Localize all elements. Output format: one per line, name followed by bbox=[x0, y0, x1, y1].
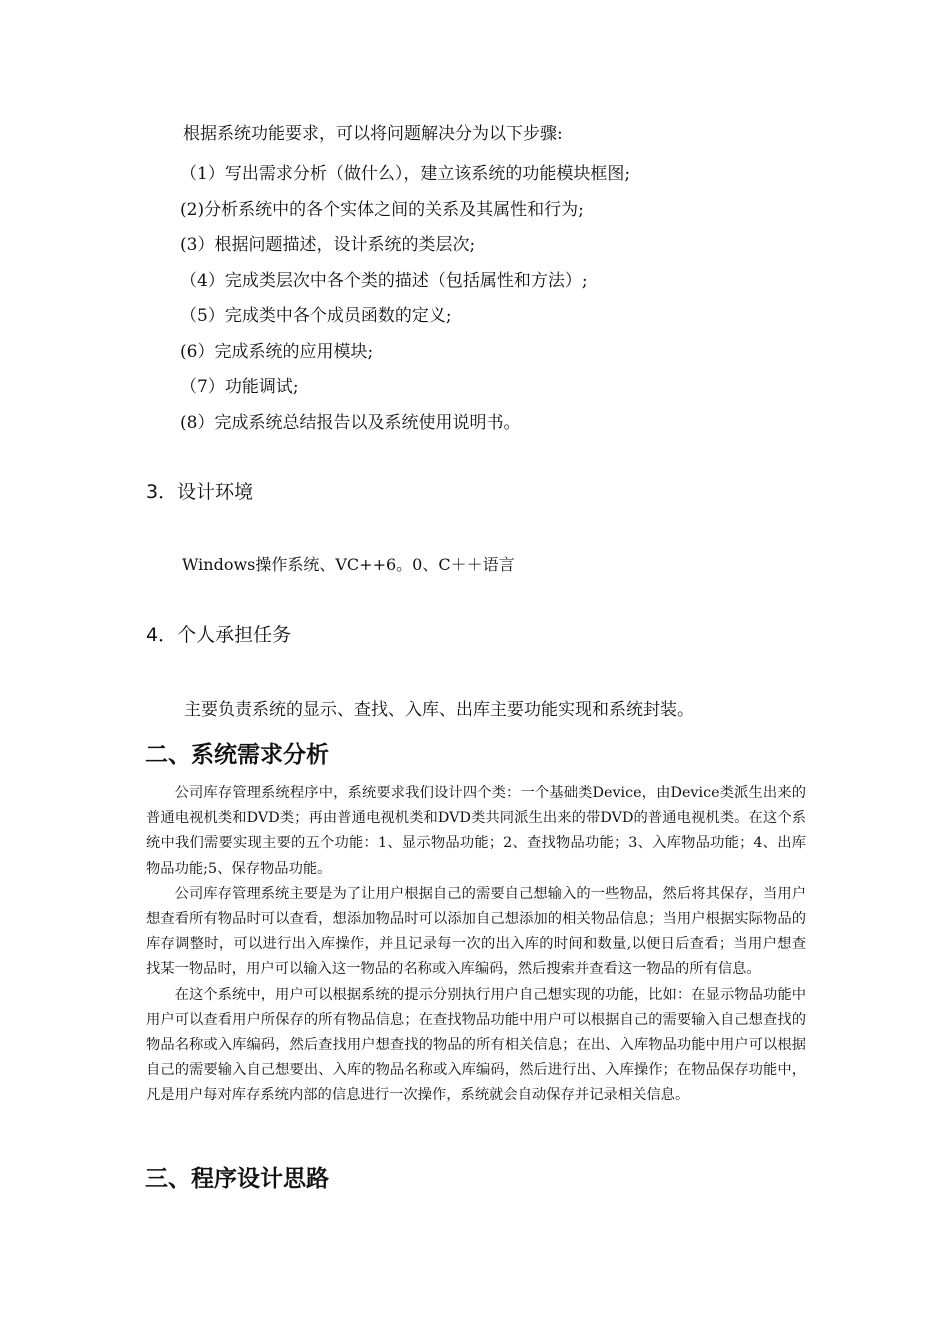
chapter-3-heading: 三、程序设计思路 bbox=[145, 1166, 329, 1192]
step-item: （4）完成类层次中各个类的描述（包括属性和方法）; bbox=[180, 270, 588, 291]
requirements-paragraph: 在这个系统中，用户可以根据系统的提示分别执行用户自己想实现的功能，比如：在显示物品功能中用户可以查看用户所保存的所有物品信息；在查找物品功能中用户可以根据自己的需要输入自己想查找的物品名称或入库编码，然后查找用户想查找的物品的所有相关信息；在出、入库物品功能中用户可以根据自己的需要输入自己想要出、入库的物品名称或入库编码，然后进行出、入库操作；在物品保存功能中，凡是用户每对库存系统内部的信息进行一次操作，系统就会自动保存并记录相关信息。 bbox=[146, 986, 806, 1104]
step-item: (6）完成系统的应用模块; bbox=[180, 341, 374, 362]
steps-list bbox=[180, 157, 630, 441]
section-4-heading: 4．个人承担任务 bbox=[146, 624, 292, 646]
requirements-paragraph: 公司库存管理系统主要是为了让用户根据自己的需要自己想输入的一些物品，然后将其保存，当用户想查看所有物品时可以查看，想添加物品时可以添加自己想添加的相关物品信息；当用户根据实际物品的库存调整时，可以进行出入库操作，并且记录每一次的出入库的时间和数量,以便日后查看；当用户想查找某一物品时，用户可以输入这一物品的名称或入库编码，然后搜索并查看这一物品的所有信息。 bbox=[146, 885, 806, 978]
step-item: （5）完成类中各个成员函数的定义; bbox=[180, 306, 452, 326]
step-item: (8）完成系统总结报告以及系统使用说明书。 bbox=[180, 412, 521, 433]
step-item: (2)分析系统中的各个实体之间的关系及其属性和行为; bbox=[180, 199, 584, 220]
step-item: (3）根据问题描述，设计系统的类层次; bbox=[180, 235, 476, 255]
step-item: （7）功能调试; bbox=[180, 377, 299, 397]
requirements-body bbox=[146, 781, 806, 1109]
step-item: （1）写出需求分析（做什么），建立该系统的功能模块框图; bbox=[180, 164, 631, 184]
personal-task-text: 主要负责系统的显示、查找、入库、出库主要功能实现和系统封装。 bbox=[184, 700, 694, 720]
section-3-heading: 3．设计环境 bbox=[146, 481, 254, 503]
steps-intro: 根据系统功能要求，可以将问题解决分为以下步骤: bbox=[183, 124, 563, 144]
design-environment-text: Windows操作系统、VC++6。0、C＋＋语言 bbox=[182, 555, 515, 574]
chapter-2-heading: 二、系统需求分析 bbox=[145, 742, 329, 768]
requirements-paragraph: 公司库存管理系统程序中，系统要求我们设计四个类：一个基础类Device，由Device类派生出来的普通电视机类和DVD类；再由普通电视机类和DVD类共同派生出来的带DVD的普通电视机类。在这个系统中我们需要实现主要的五个功能：1、显示物品功能；2、查找物品功能；3、入库物品功能；4、出库物品功能;5、保存物品功能。 bbox=[146, 785, 806, 877]
